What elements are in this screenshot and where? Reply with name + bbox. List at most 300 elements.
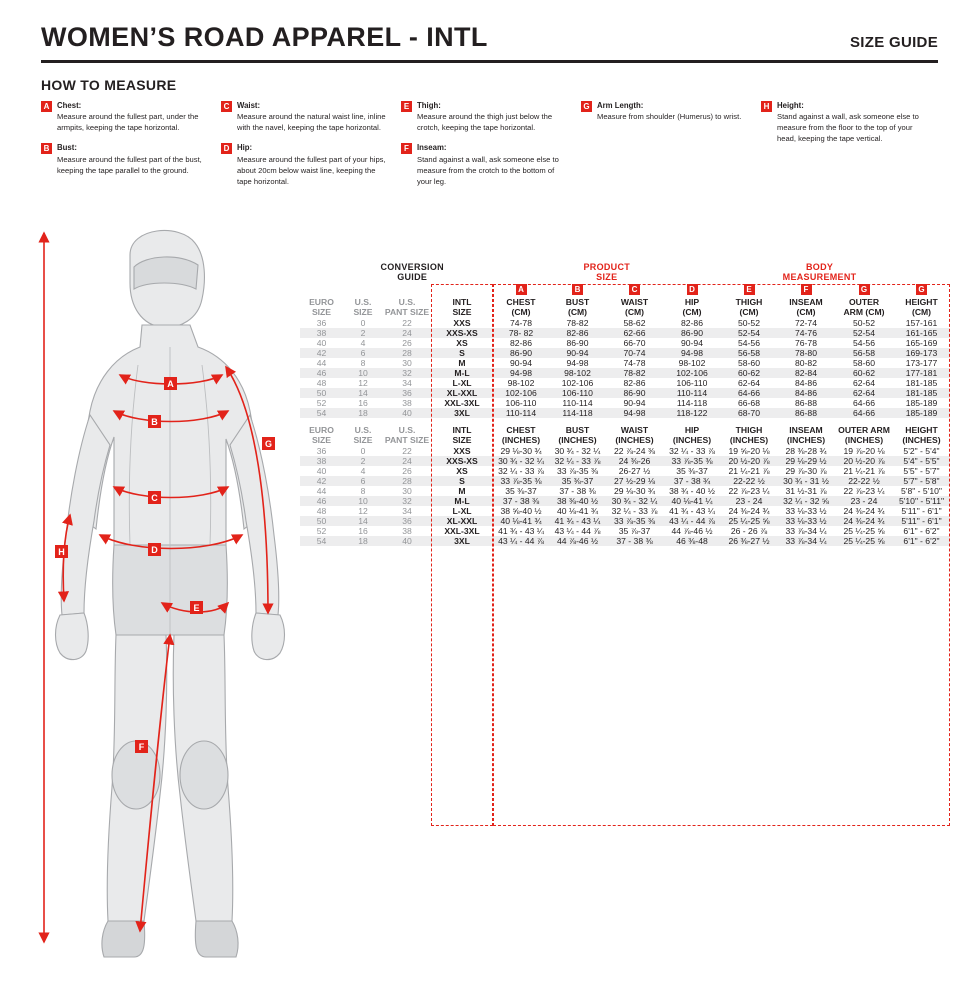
- cell-height: 161-165: [905, 327, 938, 338]
- inches-header-row: [300, 418, 950, 446]
- cell-us: 16: [358, 525, 368, 536]
- svg-text:A: A: [167, 379, 174, 389]
- badge-a-icon: A: [516, 284, 527, 295]
- cell-euro: 48: [316, 377, 327, 388]
- cell-height: 181-185: [905, 377, 938, 388]
- col-height-in: HEIGHT (INCHES): [902, 424, 941, 445]
- cell-thigh: 25 ¼-25 ⅝: [728, 515, 770, 526]
- badge-c-icon: C: [221, 101, 232, 112]
- cell-intl: XS: [456, 337, 468, 348]
- size-tables: [300, 262, 950, 546]
- col-us-pant-size-in: U.S. PANT SIZE: [384, 424, 430, 445]
- cell-inseam: 76-78: [795, 337, 817, 348]
- badge-c-icon: C: [629, 284, 640, 295]
- cell-inseam: 82-84: [795, 367, 817, 378]
- cell-waist: 26-27 ½: [618, 465, 651, 476]
- measure-item-hip: [221, 142, 389, 186]
- how-to-column-4: [581, 100, 761, 196]
- cell-chest: 29 ⅛-30 ¾: [500, 445, 542, 456]
- group-label-product-line1: PRODUCT: [583, 262, 631, 272]
- badge-d-icon: D: [687, 284, 698, 295]
- cell-us-pant: 40: [402, 407, 412, 418]
- cell-chest: 37 - 38 ⅜: [502, 495, 540, 506]
- cell-waist: 24 ⅜-26: [618, 455, 651, 466]
- cm-header-row: [300, 284, 950, 318]
- cell-hip: 32 ¼ - 33 ⅞: [669, 445, 715, 456]
- cell-intl: XXS: [453, 445, 471, 456]
- cell-waist: 78-82: [623, 367, 646, 378]
- cell-us: 2: [360, 327, 366, 338]
- col-hip-cm: D HIP (CM): [682, 285, 702, 317]
- badge-a-icon: A: [41, 101, 52, 112]
- cell-outer-arm: 22 ⅞-23 ¼: [843, 485, 885, 496]
- cell-waist: 30 ¾ - 32 ¼: [611, 495, 658, 506]
- cell-outer-arm: 50-52: [853, 317, 875, 328]
- cell-us: 8: [360, 485, 366, 496]
- cell-waist: 90-94: [623, 397, 646, 408]
- cell-euro: 40: [316, 337, 327, 348]
- cm-rows: [300, 318, 950, 418]
- cell-thigh: 66-68: [738, 397, 760, 408]
- col-bust-in: BUST (INCHES): [558, 424, 597, 445]
- cell-inseam: 78-80: [795, 347, 817, 358]
- cell-height: 5'5" - 5'7": [903, 465, 940, 476]
- col-chest-cm: A CHEST (CM): [506, 285, 536, 317]
- col-euro-size: EURO SIZE: [309, 297, 334, 317]
- cell-bust: 43 ¼ - 44 ⅞: [554, 525, 601, 536]
- cell-us: 12: [358, 377, 368, 388]
- cell-euro: 36: [316, 317, 327, 328]
- cell-inseam: 33 ⅞-34 ¼: [785, 525, 827, 536]
- cell-thigh: 50-52: [738, 317, 760, 328]
- cell-us: 16: [358, 397, 368, 408]
- cell-euro: 36: [316, 445, 327, 456]
- svg-text:G: G: [264, 439, 273, 449]
- measure-name-chest: Chest:: [57, 101, 82, 110]
- cell-chest: 30 ¾ - 32 ¼: [498, 455, 544, 466]
- cell-bust: 90-94: [566, 347, 589, 358]
- col-bust-cm: B BUST (CM): [565, 285, 590, 317]
- badge-b-icon: B: [572, 284, 583, 295]
- cell-chest: 78- 82: [508, 327, 534, 338]
- cell-hip: 40 ⅛-41 ¼: [671, 495, 713, 506]
- table-row[interactable]: [300, 348, 950, 358]
- cell-us-pant: 36: [402, 515, 412, 526]
- table-row[interactable]: [300, 378, 950, 388]
- cell-us-pant: 24: [402, 455, 412, 466]
- cell-inseam: 84-86: [795, 387, 817, 398]
- cell-intl: XXL-3XL: [444, 525, 480, 536]
- cell-us-pant: 30: [402, 485, 412, 496]
- cell-intl: XXS-XS: [446, 455, 478, 466]
- cell-outer-arm: 60-62: [853, 367, 875, 378]
- cell-chest: 41 ¾ - 43 ¼: [498, 525, 544, 536]
- cell-outer-arm: 54-56: [853, 337, 875, 348]
- measure-text-thigh: Measure around the thigh just below the crotch, keeping the tape horizontal.: [417, 112, 553, 133]
- cell-thigh: 58-60: [738, 357, 760, 368]
- cell-chest: 35 ⅜-37: [505, 485, 537, 496]
- cell-intl: 3XL: [454, 407, 470, 418]
- badge-e-icon: E: [744, 284, 755, 295]
- table-row[interactable]: [300, 368, 950, 378]
- cell-hip: 44 ⅞-46 ½: [671, 525, 713, 536]
- cell-euro: 42: [316, 475, 327, 486]
- col-waist-in: WAIST (INCHES): [615, 424, 654, 445]
- cell-bust: 32 ¼ - 33 ⅞: [554, 455, 601, 466]
- cell-hip: 90-94: [681, 337, 703, 348]
- cell-thigh: 20 ½-20 ⅞: [728, 455, 770, 466]
- cell-hip: 33 ⅞-35 ⅜: [671, 455, 713, 466]
- cell-outer-arm: 21 ¼-21 ⅞: [843, 465, 885, 476]
- svg-text:B: B: [151, 417, 158, 427]
- measure-text-hip: Measure around the fullest part of your hips, about 20cm below waist line, keeping the tape horizontal.: [237, 154, 386, 186]
- measure-name-hip: Hip:: [237, 143, 253, 153]
- cell-euro: 38: [316, 455, 327, 466]
- cell-intl: S: [459, 475, 465, 486]
- cell-hip: 46 ⅜-48: [676, 535, 708, 546]
- cell-bust: 30 ¾ - 32 ¼: [554, 445, 601, 456]
- table-row[interactable]: [300, 516, 950, 526]
- cell-chest: 82-86: [510, 337, 532, 348]
- cell-outer-arm: 25 ¼-25 ⅝: [843, 535, 885, 546]
- cell-bust: 86-90: [566, 337, 589, 348]
- table-row[interactable]: [300, 536, 950, 546]
- how-to-measure-title: HOW TO MEASURE: [41, 77, 177, 93]
- cell-thigh: 26 - 26 ⅞: [730, 525, 768, 536]
- cell-intl: M: [458, 485, 466, 496]
- cell-bust: 78-82: [566, 317, 589, 328]
- cell-waist: 62-66: [623, 327, 646, 338]
- table-row[interactable]: [300, 388, 950, 398]
- col-height-cm: G HEIGHT (CM): [905, 285, 938, 317]
- cell-us: 6: [360, 347, 366, 358]
- cell-intl: M: [458, 357, 466, 368]
- cell-intl: L-XL: [452, 505, 472, 516]
- cell-euro: 50: [316, 515, 327, 526]
- cell-chest: 33 ⅞-35 ⅜: [500, 475, 542, 486]
- cell-waist: 27 ½-29 ⅛: [613, 475, 656, 486]
- cell-intl: S: [459, 347, 465, 358]
- table-row[interactable]: [300, 328, 950, 338]
- table-row[interactable]: [300, 446, 950, 456]
- cell-height: 181-185: [905, 387, 938, 398]
- cell-waist: 70-74: [623, 347, 646, 358]
- cell-outer-arm: 20 ½-20 ⅞: [843, 455, 885, 466]
- col-hip-in: HIP (INCHES): [672, 424, 712, 445]
- table-row[interactable]: [300, 476, 950, 486]
- cell-inseam: 72-74: [795, 317, 817, 328]
- cell-euro: 54: [316, 407, 327, 418]
- cell-outer-arm: 62-64: [853, 377, 875, 388]
- cell-waist: 74-78: [623, 357, 646, 368]
- cell-inseam: 31 ½-31 ⅞: [785, 485, 827, 496]
- measure-text-arm-length: Measure from shoulder (Humerus) to wrist.: [597, 112, 742, 122]
- badge-f-icon: F: [401, 143, 412, 154]
- cell-bust: 44 ⅞-46 ½: [556, 535, 599, 546]
- svg-text:E: E: [193, 603, 200, 613]
- measure-name-waist: Waist:: [237, 101, 261, 110]
- how-to-column-1: [41, 100, 221, 196]
- cell-us: 4: [360, 465, 366, 476]
- cell-intl: XXL-3XL: [444, 397, 480, 408]
- cell-outer-arm: 24 ⅜-24 ¾: [843, 515, 885, 526]
- cell-intl: M-L: [454, 495, 470, 506]
- cell-outer-arm: 58-60: [853, 357, 875, 368]
- cell-hip: 86-90: [681, 327, 703, 338]
- col-outer-arm-in: OUTER ARM (INCHES): [838, 424, 890, 445]
- cell-euro: 50: [316, 387, 327, 398]
- measure-item-inseam: [401, 142, 569, 186]
- cell-thigh: 23 - 24: [735, 495, 763, 506]
- measure-text-inseam: Stand against a wall, ask someone else to measure from the crotch to the bottom of your leg.: [417, 154, 559, 186]
- cell-us-pant: 40: [402, 535, 412, 546]
- cell-thigh: 24 ⅜-24 ¾: [728, 505, 770, 516]
- cell-thigh: 54-56: [738, 337, 760, 348]
- measure-text-waist: Measure around the natural waist line, inline with the navel, keeping the tape horizontal.: [237, 112, 386, 133]
- cell-euro: 46: [316, 495, 327, 506]
- cell-thigh: 68-70: [738, 407, 760, 418]
- cell-us: 6: [360, 475, 366, 486]
- cell-us: 8: [360, 357, 366, 368]
- how-to-column-5: [761, 100, 941, 196]
- badge-g2-icon: G: [916, 284, 927, 295]
- inches-rows: [300, 446, 950, 546]
- cell-outer-arm: 25 ¼-25 ⅝: [843, 525, 885, 536]
- cell-height: 5'11" - 6'1": [901, 505, 942, 516]
- cell-bust: 82-86: [566, 327, 589, 338]
- cell-euro: 46: [316, 367, 327, 378]
- cell-height: 157-161: [905, 317, 938, 328]
- cell-outer-arm: 22-22 ½: [848, 475, 880, 486]
- cell-bust: 35 ⅜-37: [561, 475, 594, 486]
- cell-hip: 118-122: [676, 407, 708, 418]
- col-thigh-cm: E THIGH (CM): [735, 285, 763, 317]
- cell-chest: 98-102: [507, 377, 535, 388]
- page-header: [41, 22, 938, 63]
- cell-height: 6'1" - 6'2": [903, 525, 940, 536]
- cell-us: 10: [358, 495, 368, 506]
- cell-us-pant: 30: [402, 357, 412, 368]
- measure-item-waist: [221, 100, 389, 133]
- table-row[interactable]: [300, 318, 950, 328]
- cell-intl: L-XL: [452, 377, 472, 388]
- cell-thigh: 60-62: [738, 367, 760, 378]
- cell-bust: 98-102: [564, 367, 591, 378]
- svg-text:C: C: [151, 493, 158, 503]
- cell-hip: 94-98: [681, 347, 703, 358]
- cell-bust: 33 ⅞-35 ⅜: [556, 465, 599, 476]
- table-row[interactable]: [300, 338, 950, 348]
- cell-height: 185-189: [905, 397, 938, 408]
- measure-item-height: [761, 100, 929, 144]
- cell-us-pant: 28: [402, 475, 412, 486]
- cell-height: 173-177: [905, 357, 938, 368]
- group-label-body-line1: BODY: [805, 262, 834, 272]
- cell-inseam: 80-82: [795, 357, 817, 368]
- cell-us-pant: 32: [402, 495, 412, 506]
- cell-hip: 106-110: [676, 377, 708, 388]
- cell-thigh: 56-58: [738, 347, 760, 358]
- cell-us-pant: 38: [402, 397, 412, 408]
- cell-thigh: 52-54: [738, 327, 760, 338]
- cell-hip: 110-114: [676, 387, 708, 398]
- cell-hip: 35 ⅜-37: [676, 465, 708, 476]
- group-label-conversion-line1: CONVERSION: [380, 262, 444, 272]
- cell-waist: 22 ⅞-24 ⅜: [613, 445, 656, 456]
- cell-chest: 32 ¼ - 33 ⅞: [498, 465, 544, 476]
- cell-inseam: 86-88: [795, 397, 817, 408]
- cell-height: 5'7" - 5'8": [903, 475, 940, 486]
- table-row[interactable]: [300, 526, 950, 536]
- cell-inseam: 84-86: [795, 377, 817, 388]
- cell-chest: 102-106: [505, 387, 537, 398]
- cell-outer-arm: 23 - 24: [850, 495, 878, 506]
- group-label-conversion-line2: GUIDE: [397, 272, 428, 282]
- cell-inseam: 33 ⅞-34 ¼: [785, 535, 827, 546]
- cell-height: 5'10" - 5'11": [898, 495, 945, 506]
- cell-waist: 32 ¼ - 33 ⅞: [611, 505, 658, 516]
- badge-g-icon: G: [859, 284, 870, 295]
- measure-item-thigh: [401, 100, 569, 133]
- svg-text:D: D: [151, 545, 158, 555]
- cell-intl: XXS: [453, 317, 471, 328]
- measure-name-inseam: Inseam:: [417, 143, 447, 153]
- badge-d-icon: D: [221, 143, 232, 154]
- cell-intl: XXS-XS: [446, 327, 478, 338]
- cell-euro: 48: [316, 505, 327, 516]
- col-inseam-cm: F INSEAM (CM): [789, 285, 823, 317]
- group-label-body-line2: MEASUREMENT: [782, 272, 857, 282]
- cell-us: 12: [358, 505, 368, 516]
- cell-thigh: 22-22 ½: [733, 475, 765, 486]
- cell-us-pant: 26: [402, 337, 412, 348]
- measure-text-chest: Measure around the fullest part, under the armpits, keeping the tape horizontal.: [57, 112, 199, 133]
- cell-outer-arm: 64-66: [853, 397, 875, 408]
- cell-inseam: 29 ⅛-29 ½: [785, 455, 827, 466]
- cell-height: 165-169: [905, 337, 938, 348]
- cell-waist: 37 - 38 ⅜: [616, 535, 653, 546]
- cell-inseam: 33 ⅛-33 ½: [785, 505, 827, 516]
- cell-intl: XL-XXL: [446, 387, 478, 398]
- group-label-product-line2: SIZE: [596, 272, 618, 282]
- cell-chest: 43 ¼ - 44 ⅞: [498, 535, 544, 546]
- cell-us-pant: 28: [402, 347, 412, 358]
- cell-us: 18: [358, 407, 368, 418]
- cell-bust: 110-114: [562, 397, 593, 408]
- how-to-column-3: [401, 100, 581, 196]
- cell-euro: 52: [316, 525, 327, 536]
- size-guide-label: SIZE GUIDE: [849, 34, 938, 51]
- cell-us: 0: [360, 317, 366, 328]
- cell-height: 6'1" - 6'2": [903, 535, 940, 546]
- cell-hip: 43 ¼ - 44 ⅞: [669, 515, 715, 526]
- measure-item-arm-length: [581, 100, 749, 122]
- cell-thigh: 64-66: [738, 387, 760, 398]
- cell-outer-arm: 24 ⅜-24 ¾: [843, 505, 885, 516]
- cell-inseam: 28 ⅜-28 ¾: [785, 445, 827, 456]
- cell-hip: 102-106: [676, 367, 708, 378]
- cell-us-pant: 22: [402, 317, 412, 328]
- size-table: [300, 284, 950, 546]
- col-euro-size-in: EURO SIZE: [309, 424, 334, 445]
- cell-us: 14: [358, 387, 368, 398]
- cell-height: 169-173: [905, 347, 938, 358]
- cell-hip: 114-118: [676, 397, 708, 408]
- how-to-column-2: [221, 100, 401, 196]
- cell-euro: 44: [316, 485, 327, 496]
- table-row[interactable]: [300, 486, 950, 496]
- cell-chest: 40 ⅛-41 ¾: [500, 515, 542, 526]
- cell-height: 177-181: [905, 367, 938, 378]
- cell-hip: 37 - 38 ¾: [673, 475, 711, 486]
- cell-chest: 86-90: [510, 347, 532, 358]
- cell-us-pant: 24: [402, 327, 412, 338]
- col-intl-size: INTL SIZE: [452, 297, 472, 317]
- measure-name-bust: Bust:: [57, 143, 77, 153]
- col-outer-arm-cm: G OUTER ARM (CM): [843, 285, 885, 317]
- table-row[interactable]: [300, 408, 950, 418]
- cell-intl: XS: [456, 465, 468, 476]
- cell-waist: 82-86: [623, 377, 646, 388]
- cell-waist: 35 ⅞-37: [618, 525, 651, 536]
- cell-outer-arm: 19 ⅞-20 ⅛: [843, 445, 885, 456]
- cell-bust: 102-106: [561, 377, 594, 388]
- table-row[interactable]: [300, 398, 950, 408]
- cell-inseam: 32 ¼ - 32 ⅝: [783, 495, 829, 506]
- measure-name-arm-length: Arm Length:: [597, 101, 644, 110]
- cell-chest: 110-114: [505, 407, 537, 418]
- badge-f-icon: F: [801, 284, 812, 295]
- table-row[interactable]: [300, 496, 950, 506]
- how-to-measure-section: [41, 100, 941, 196]
- cell-waist: 86-90: [623, 387, 646, 398]
- table-row[interactable]: [300, 456, 950, 466]
- cell-euro: 38: [316, 327, 327, 338]
- badge-b-icon: B: [41, 143, 52, 154]
- cell-us-pant: 34: [402, 377, 412, 388]
- col-waist-cm: C WAIST (CM): [620, 285, 649, 317]
- cell-bust: 106-110: [562, 387, 593, 398]
- cell-height: 5'2" - 5'4": [903, 445, 940, 456]
- measure-item-bust: [41, 142, 209, 175]
- cell-outer-arm: 56-58: [853, 347, 875, 358]
- cell-bust: 41 ¾ - 43 ¼: [554, 515, 601, 526]
- badge-g-icon: G: [581, 101, 592, 112]
- cell-euro: 44: [316, 357, 327, 368]
- cell-us-pant: 36: [402, 387, 412, 398]
- cell-height: 5'4" - 5'5": [903, 455, 940, 466]
- cell-thigh: 26 ⅜-27 ½: [728, 535, 770, 546]
- table-row[interactable]: [300, 466, 950, 476]
- cell-height: 5'8" - 5'10": [901, 485, 942, 496]
- measure-text-bust: Measure around the fullest part of the bust, keeping the tape parallel to the ground.: [57, 154, 202, 175]
- cell-inseam: 30 ¾ - 31 ½: [783, 475, 829, 486]
- cell-chest: 90-94: [510, 357, 532, 368]
- cell-euro: 54: [316, 535, 327, 546]
- table-row[interactable]: [300, 358, 950, 368]
- col-intl-size-in: INTL SIZE: [452, 424, 472, 445]
- cell-bust: 114-118: [562, 407, 593, 418]
- cell-waist: 29 ⅛-30 ¾: [613, 485, 656, 496]
- cell-us: 14: [358, 515, 368, 526]
- cell-intl: XL-XXL: [446, 515, 478, 526]
- measurement-illustration: [30, 215, 320, 960]
- cell-outer-arm: 62-64: [853, 387, 875, 398]
- cell-hip: 82-86: [681, 317, 703, 328]
- cell-chest: 94-98: [510, 367, 532, 378]
- table-row[interactable]: [300, 506, 950, 516]
- cell-us: 18: [358, 535, 368, 546]
